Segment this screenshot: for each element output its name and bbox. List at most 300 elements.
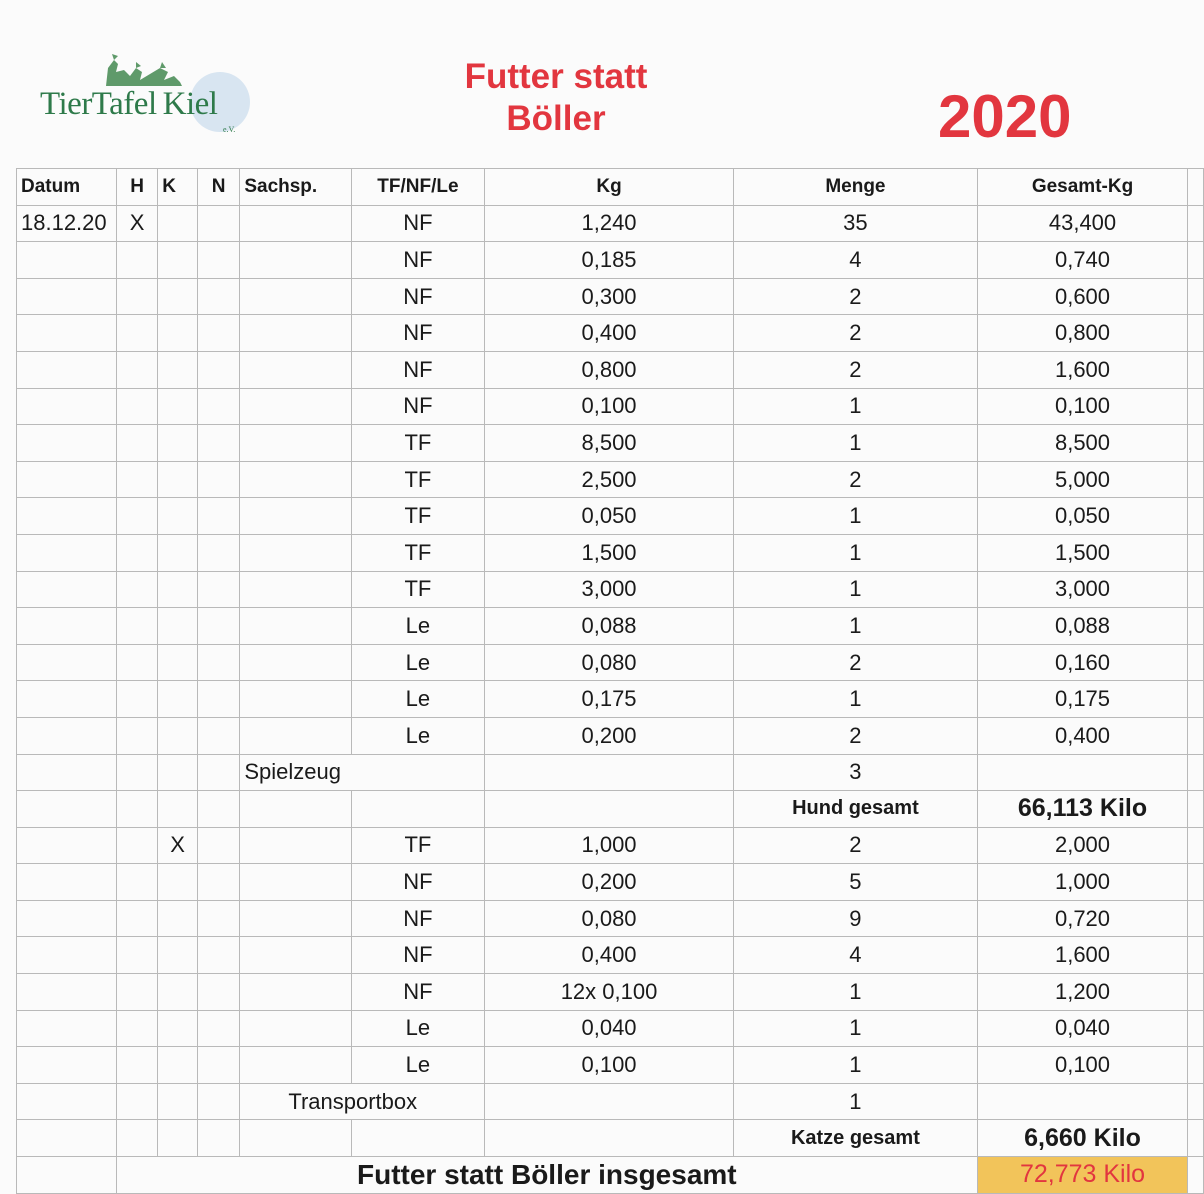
- cell-sachsp: [240, 1120, 351, 1157]
- cell-k: [158, 425, 198, 462]
- cell-k: [158, 608, 198, 645]
- cell-h: [116, 1120, 157, 1157]
- cell-type: NF: [351, 205, 484, 242]
- cell-n: [197, 937, 239, 974]
- table-row: [17, 534, 1204, 571]
- cell-type: Le: [351, 1010, 484, 1047]
- cell-sachsp: [240, 644, 351, 681]
- cell-edge: [1188, 717, 1204, 754]
- cell-kg: 0,040: [485, 1010, 734, 1047]
- cell-edge: [1188, 608, 1204, 645]
- cell-kg: 0,088: [485, 608, 734, 645]
- cell-h: [116, 461, 157, 498]
- cell-h: [116, 608, 157, 645]
- cell-datum: [17, 315, 117, 352]
- title-line-2: Böller: [506, 99, 606, 138]
- cell-edge: [1188, 315, 1204, 352]
- cell-k: [158, 717, 198, 754]
- cell-k: [158, 864, 198, 901]
- cell-edge: [1188, 937, 1204, 974]
- table-row: [17, 644, 1204, 681]
- cell-h: [116, 242, 157, 279]
- cell-sachsp: [240, 681, 351, 718]
- cell-sum-label: Hund gesamt: [734, 791, 978, 828]
- cell-edge: [1188, 1157, 1204, 1194]
- cell-edge: [1188, 351, 1204, 388]
- cell-gesamt: 1,600: [977, 351, 1187, 388]
- cell-n: [197, 1083, 239, 1120]
- cell-datum: [17, 681, 117, 718]
- logo-name: TierTafel: [40, 86, 157, 122]
- cell-menge: 4: [734, 242, 978, 279]
- header-k: K: [158, 169, 198, 206]
- header-gesamt: Gesamt-Kg: [977, 169, 1187, 206]
- title-line-1: Futter statt: [464, 57, 648, 96]
- cell-gesamt: 1,000: [977, 864, 1187, 901]
- cell-datum: [17, 1083, 117, 1120]
- cell-gesamt: 1,500: [977, 534, 1187, 571]
- cell-gesamt: 0,400: [977, 717, 1187, 754]
- cell-menge: 1: [734, 681, 978, 718]
- cell-menge: 2: [734, 644, 978, 681]
- cell-kg: [485, 1083, 734, 1120]
- header-datum: Datum: [17, 169, 117, 206]
- cell-datum: [17, 717, 117, 754]
- cell-sachsp: [240, 242, 351, 279]
- cell-gesamt: 0,100: [977, 1047, 1187, 1084]
- cell-sachsp: [240, 900, 351, 937]
- cell-k: [158, 242, 198, 279]
- cell-item: Spielzeug: [240, 754, 485, 791]
- table-row: [17, 425, 1204, 462]
- cell-type: Le: [351, 608, 484, 645]
- table-row: [17, 278, 1204, 315]
- cell-menge: 1: [734, 974, 978, 1011]
- cell-gesamt: 0,040: [977, 1010, 1187, 1047]
- cell-h: [116, 717, 157, 754]
- cell-n: [197, 534, 239, 571]
- cell-h: [116, 351, 157, 388]
- cell-k: [158, 900, 198, 937]
- grand-total-value: 72,773 Kilo: [977, 1157, 1187, 1194]
- cell-menge: 2: [734, 315, 978, 352]
- cell-n: [197, 717, 239, 754]
- cell-datum: [17, 1010, 117, 1047]
- cell-n: [197, 351, 239, 388]
- cell-type: NF: [351, 388, 484, 425]
- table-row: [17, 900, 1204, 937]
- cell-type: Le: [351, 717, 484, 754]
- cell-sachsp: [240, 974, 351, 1011]
- cell-kg: 0,400: [485, 315, 734, 352]
- cell-n: [197, 644, 239, 681]
- cell-edge: [1188, 644, 1204, 681]
- cell-k: [158, 278, 198, 315]
- table-row: [17, 681, 1204, 718]
- cell-menge: 1: [734, 608, 978, 645]
- cell-gesamt: 43,400: [977, 205, 1187, 242]
- cell-n: [197, 242, 239, 279]
- cell-sachsp: [240, 1010, 351, 1047]
- cell-n: [197, 608, 239, 645]
- cell-k: [158, 791, 198, 828]
- cell-sachsp: [240, 388, 351, 425]
- cell-h: [116, 315, 157, 352]
- cell-datum: 18.12.20: [17, 205, 117, 242]
- cell-kg: 0,100: [485, 1047, 734, 1084]
- cell-k: [158, 754, 198, 791]
- cell-menge: 35: [734, 205, 978, 242]
- cell-h: [116, 278, 157, 315]
- cell-edge: [1188, 498, 1204, 535]
- cell-datum: [17, 498, 117, 535]
- cell-k: [158, 315, 198, 352]
- cell-datum: [17, 571, 117, 608]
- cell-edge: [1188, 754, 1204, 791]
- cell-n: [197, 1047, 239, 1084]
- cell-edge: [1188, 974, 1204, 1011]
- logo-city: Kiel: [162, 86, 218, 122]
- cell-type: [351, 1120, 484, 1157]
- cell-k: [158, 1120, 198, 1157]
- table-row: [17, 498, 1204, 535]
- cell-n: [197, 1120, 239, 1157]
- cell-gesamt: [977, 754, 1187, 791]
- cell-datum: [17, 351, 117, 388]
- cell-menge: 1: [734, 534, 978, 571]
- table-row: [17, 315, 1204, 352]
- cell-datum: [17, 1047, 117, 1084]
- cell-n: [197, 681, 239, 718]
- cell-h: [116, 974, 157, 1011]
- cell-edge: [1188, 205, 1204, 242]
- cell-datum: [17, 242, 117, 279]
- cell-type: NF: [351, 242, 484, 279]
- cell-type: NF: [351, 315, 484, 352]
- table-row: [17, 1120, 1204, 1157]
- cell-datum: [17, 1120, 117, 1157]
- cell-k: [158, 644, 198, 681]
- cell-edge: [1188, 1083, 1204, 1120]
- table-row: [17, 791, 1204, 828]
- cell-gesamt: 0,088: [977, 608, 1187, 645]
- grand-total-row: [17, 1157, 1204, 1194]
- cell-h: [116, 827, 157, 864]
- cell-h: [116, 937, 157, 974]
- donation-table: [16, 168, 1204, 1194]
- cell-edge: [1188, 1010, 1204, 1047]
- cell-datum: [17, 1157, 117, 1194]
- cell-datum: [17, 461, 117, 498]
- cell-menge: 1: [734, 498, 978, 535]
- cell-sachsp: [240, 864, 351, 901]
- cell-kg: 8,500: [485, 425, 734, 462]
- cell-edge: [1188, 425, 1204, 462]
- cell-k: [158, 461, 198, 498]
- cell-menge: 1: [734, 388, 978, 425]
- cell-kg: 0,200: [485, 864, 734, 901]
- cell-sachsp: [240, 717, 351, 754]
- cell-kg: 0,300: [485, 278, 734, 315]
- cell-kg: 1,000: [485, 827, 734, 864]
- cell-sum-label: Katze gesamt: [734, 1120, 978, 1157]
- table-row: [17, 754, 1204, 791]
- cell-edge: [1188, 1120, 1204, 1157]
- cell-gesamt: 1,600: [977, 937, 1187, 974]
- cell-sachsp: [240, 791, 351, 828]
- cell-k: [158, 498, 198, 535]
- cell-gesamt: 0,740: [977, 242, 1187, 279]
- cell-datum: [17, 608, 117, 645]
- cell-menge: 1: [734, 1047, 978, 1084]
- table-header-row: [17, 169, 1204, 206]
- cell-k: X: [158, 827, 198, 864]
- cell-h: [116, 1083, 157, 1120]
- cell-gesamt: [977, 1083, 1187, 1120]
- cell-h: [116, 644, 157, 681]
- cell-edge: [1188, 388, 1204, 425]
- cell-sachsp: [240, 205, 351, 242]
- cell-n: [197, 205, 239, 242]
- cell-edge: [1188, 791, 1204, 828]
- cell-gesamt: 0,600: [977, 278, 1187, 315]
- cell-kg: 0,080: [485, 644, 734, 681]
- cell-type: [351, 791, 484, 828]
- header-n: N: [197, 169, 239, 206]
- cell-kg: [485, 791, 734, 828]
- cell-gesamt: 8,500: [977, 425, 1187, 462]
- cell-datum: [17, 425, 117, 462]
- cell-type: NF: [351, 864, 484, 901]
- cell-menge: 1: [734, 571, 978, 608]
- cell-gesamt: 3,000: [977, 571, 1187, 608]
- cell-h: [116, 498, 157, 535]
- cell-k: [158, 1047, 198, 1084]
- cell-gesamt: 2,000: [977, 827, 1187, 864]
- table-row: [17, 974, 1204, 1011]
- cell-k: [158, 388, 198, 425]
- table-row: [17, 864, 1204, 901]
- cell-n: [197, 571, 239, 608]
- cell-k: [158, 571, 198, 608]
- cell-edge: [1188, 571, 1204, 608]
- cell-k: [158, 534, 198, 571]
- cell-k: [158, 1010, 198, 1047]
- cell-kg: 1,240: [485, 205, 734, 242]
- cell-n: [197, 791, 239, 828]
- table-row: [17, 1083, 1204, 1120]
- logo-text: [40, 86, 217, 123]
- cell-k: [158, 1083, 198, 1120]
- cell-type: TF: [351, 498, 484, 535]
- cell-kg: [485, 754, 734, 791]
- cell-menge: 2: [734, 827, 978, 864]
- cell-gesamt: 0,050: [977, 498, 1187, 535]
- cell-menge: 2: [734, 351, 978, 388]
- cell-datum: [17, 974, 117, 1011]
- table-row: [17, 608, 1204, 645]
- table-row: [17, 827, 1204, 864]
- cell-gesamt: 0,800: [977, 315, 1187, 352]
- cell-sachsp: [240, 498, 351, 535]
- cell-h: [116, 388, 157, 425]
- header-kg: Kg: [485, 169, 734, 206]
- cell-type: TF: [351, 461, 484, 498]
- cell-datum: [17, 864, 117, 901]
- table-row: [17, 242, 1204, 279]
- cell-edge: [1188, 864, 1204, 901]
- cell-kg: 0,200: [485, 717, 734, 754]
- table-row: [17, 351, 1204, 388]
- cell-k: [158, 351, 198, 388]
- header-h: H: [116, 169, 157, 206]
- cell-sachsp: [240, 827, 351, 864]
- cell-type: TF: [351, 571, 484, 608]
- cell-kg: 0,080: [485, 900, 734, 937]
- cell-menge: 2: [734, 278, 978, 315]
- cell-menge: 5: [734, 864, 978, 901]
- cell-datum: [17, 827, 117, 864]
- cell-type: NF: [351, 278, 484, 315]
- cell-sachsp: [240, 571, 351, 608]
- cell-gesamt: 5,000: [977, 461, 1187, 498]
- cell-h: [116, 534, 157, 571]
- table-row: [17, 388, 1204, 425]
- tiertafel-logo: [38, 46, 258, 136]
- cell-n: [197, 754, 239, 791]
- cell-sachsp: [240, 1047, 351, 1084]
- cell-k: [158, 681, 198, 718]
- cell-type: TF: [351, 425, 484, 462]
- cell-sachsp: [240, 315, 351, 352]
- cell-gesamt: 0,720: [977, 900, 1187, 937]
- cell-kg: 0,175: [485, 681, 734, 718]
- cell-edge: [1188, 242, 1204, 279]
- cell-kg: 0,185: [485, 242, 734, 279]
- cell-kg: 0,800: [485, 351, 734, 388]
- cell-type: Le: [351, 681, 484, 718]
- cell-k: [158, 205, 198, 242]
- cell-type: Le: [351, 644, 484, 681]
- cell-sachsp: [240, 608, 351, 645]
- table-body: [17, 205, 1204, 1193]
- cell-sachsp: [240, 461, 351, 498]
- cell-n: [197, 498, 239, 535]
- cell-gesamt: 0,175: [977, 681, 1187, 718]
- cell-h: [116, 681, 157, 718]
- cell-gesamt: 1,200: [977, 974, 1187, 1011]
- cell-kg: 1,500: [485, 534, 734, 571]
- cell-item: Transportbox: [240, 1083, 485, 1120]
- table-row: [17, 571, 1204, 608]
- cell-sachsp: [240, 425, 351, 462]
- cell-n: [197, 461, 239, 498]
- cell-edge: [1188, 827, 1204, 864]
- cell-n: [197, 1010, 239, 1047]
- cell-sum-value: 66,113 Kilo: [977, 791, 1187, 828]
- cell-kg: 3,000: [485, 571, 734, 608]
- cell-type: NF: [351, 351, 484, 388]
- cell-n: [197, 315, 239, 352]
- table-row: [17, 717, 1204, 754]
- header-sachsp: Sachsp.: [240, 169, 351, 206]
- cell-sachsp: [240, 278, 351, 315]
- cell-datum: [17, 937, 117, 974]
- cell-datum: [17, 278, 117, 315]
- cell-menge: 1: [734, 1083, 978, 1120]
- title-year: 2020: [938, 83, 1072, 150]
- page-title: [400, 56, 712, 140]
- table-row: [17, 1047, 1204, 1084]
- cell-edge: [1188, 534, 1204, 571]
- cell-kg: [485, 1120, 734, 1157]
- table-row: [17, 461, 1204, 498]
- cell-menge: 1: [734, 1010, 978, 1047]
- cell-sum-value: 6,660 Kilo: [977, 1120, 1187, 1157]
- cell-datum: [17, 900, 117, 937]
- header-type: TF/NF/Le: [351, 169, 484, 206]
- cell-n: [197, 974, 239, 1011]
- table-row: [17, 937, 1204, 974]
- cell-kg: 2,500: [485, 461, 734, 498]
- header-edge: [1188, 169, 1204, 206]
- grand-total-label: Futter statt Böller insgesamt: [116, 1157, 977, 1194]
- header-menge: Menge: [734, 169, 978, 206]
- table-row: [17, 205, 1204, 242]
- cell-n: [197, 388, 239, 425]
- cell-sachsp: [240, 351, 351, 388]
- cell-datum: [17, 388, 117, 425]
- cell-menge: 9: [734, 900, 978, 937]
- cell-h: [116, 425, 157, 462]
- logo-suffix: e.V.: [223, 125, 236, 134]
- cell-h: [116, 864, 157, 901]
- cell-menge: 3: [734, 754, 978, 791]
- table-row: [17, 1010, 1204, 1047]
- cell-n: [197, 864, 239, 901]
- cell-kg: 0,050: [485, 498, 734, 535]
- cell-menge: 4: [734, 937, 978, 974]
- cell-menge: 2: [734, 461, 978, 498]
- cell-type: NF: [351, 900, 484, 937]
- cell-type: TF: [351, 534, 484, 571]
- cell-h: [116, 754, 157, 791]
- cell-datum: [17, 754, 117, 791]
- cell-h: [116, 571, 157, 608]
- cell-n: [197, 425, 239, 462]
- cell-datum: [17, 791, 117, 828]
- cell-h: X: [116, 205, 157, 242]
- cell-edge: [1188, 681, 1204, 718]
- cell-sachsp: [240, 937, 351, 974]
- cell-gesamt: 0,160: [977, 644, 1187, 681]
- cell-edge: [1188, 278, 1204, 315]
- cell-menge: 1: [734, 425, 978, 462]
- cell-datum: [17, 534, 117, 571]
- cell-n: [197, 900, 239, 937]
- cell-kg: 0,400: [485, 937, 734, 974]
- cell-h: [116, 1010, 157, 1047]
- cell-datum: [17, 644, 117, 681]
- cell-menge: 2: [734, 717, 978, 754]
- cell-k: [158, 937, 198, 974]
- cell-kg: 12x 0,100: [485, 974, 734, 1011]
- cell-edge: [1188, 461, 1204, 498]
- cell-h: [116, 900, 157, 937]
- cell-h: [116, 1047, 157, 1084]
- cell-type: TF: [351, 827, 484, 864]
- cell-edge: [1188, 1047, 1204, 1084]
